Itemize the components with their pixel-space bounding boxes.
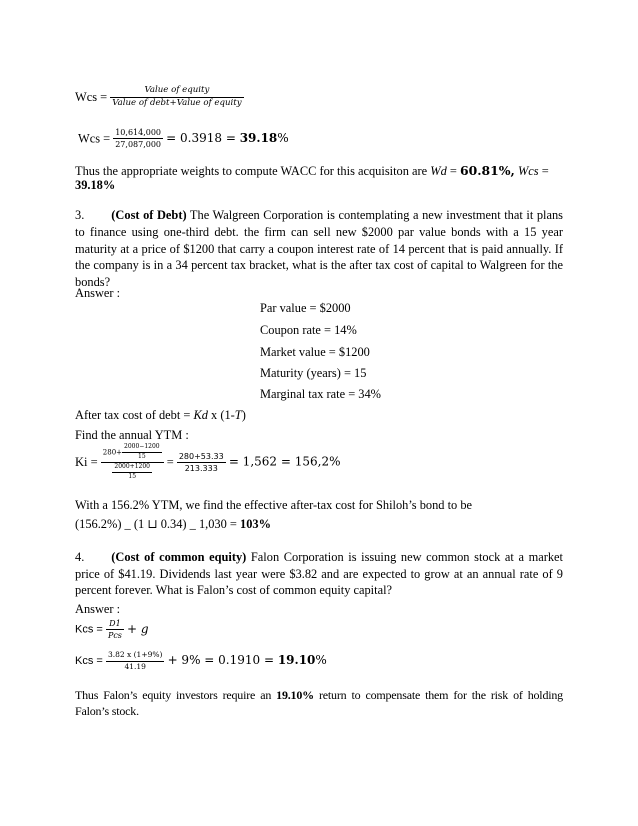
- ytm-statement: With a 156.2% YTM, we find the effective after-tax cost for Shiloh’s bond to be: [75, 498, 473, 512]
- kcs-calculation: Kcs = $\frac{3.82 x (1+9\%)}{41.19}$ + 9% = 0.1910 = 19.10%: [75, 650, 327, 671]
- given-coupon-rate: Coupon rate = 14%: [260, 323, 357, 337]
- after-tax-formula: After tax cost of debt = Kd x (1-T): [75, 408, 246, 422]
- ki-formula: Ki = 280+ $\frac{2000-1200}{15}$ $\frac{2000+1200}{15}$ = $\frac{280+53.33}{213.333}$ = 1,562 = 156,2%: [75, 443, 341, 480]
- falon-conclusion: Thus Falon’s equity investors require an 19.10% return to compensate them for the risk of holding Falon’s stock.: [75, 688, 563, 718]
- question-3: 3. (Cost of Debt) The Walgreen Corporation is contemplating a new investment that it plans to finance using one-third debt. the firm can sell new $2000 par value bonds with a 15 year maturity at a price of $1200 that carry a coupon interest rate of 14 percent that is paid annually. If the company is in a 34 percent tax bracket, what is the after tax cost of capital to Walgreen for the bonds?: [75, 208, 563, 290]
- q3-answer-label: Answer :: [75, 286, 121, 300]
- kcs-fraction: $\frac{D1}{\text{Pcs}}$: [107, 619, 122, 641]
- wcs-calc-fraction: $\frac{10,614,000}{27,087,000}$: [115, 128, 162, 150]
- after-tax-calculation: (156.2%) _ (1 ⊔ 0.34) _ 1,030 = 103%: [75, 517, 271, 531]
- kcs-formula: Kcs = $\frac{D1}{\text{Pcs}}$ + g: [75, 619, 149, 641]
- wcs-denominator: Value of debt+Value of equity: [112, 97, 242, 108]
- given-tax-rate: Marginal tax rate = 34%: [260, 387, 381, 401]
- wcs-formula: Wcs = $\frac{\text{Value of equity}}{\text{Value of debt+Value of equity}}$: [75, 85, 242, 108]
- given-market-value: Market value = $1200: [260, 345, 370, 359]
- kcs-calc-fraction: $\frac{3.82 x (1+9\%)}{41.19}$: [107, 650, 163, 671]
- weights-paragraph: Thus the appropriate weights to compute WACC for this acquisiton are Wd = 60.81%, Wcs = 39.18%: [75, 163, 549, 193]
- given-par-value: Par value = $2000: [260, 301, 351, 315]
- question-4: 4. (Cost of common equity) Falon Corporation is issuing new common stock at a market price of $41.19. Dividends last year were $3.82 and are expected to grow at an annual rate of 9 percent forever. What is Falon’s cost of common equity capital?: [75, 550, 563, 598]
- find-ytm-label: Find the annual YTM :: [75, 428, 189, 442]
- ki-fraction-2: $\frac{280+53.33}{213.333}$: [178, 451, 224, 473]
- q4-heading: (Cost of common equity): [111, 550, 247, 564]
- ki-fraction-1: 280+ $\frac{2000-1200}{15}$ $\frac{2000+1200}{15}$: [101, 444, 164, 481]
- wcs-numerator: Value of equity: [144, 85, 210, 95]
- q3-heading: (Cost of Debt): [111, 208, 187, 222]
- q4-answer-label: Answer :: [75, 602, 121, 616]
- wcs-calculation: Wcs = $\frac{10,614,000}{27,087,000}$ = 0.3918 = 39.18%: [78, 128, 289, 150]
- wcs-formula-fraction: [110, 86, 243, 109]
- given-maturity: Maturity (years) = 15: [260, 366, 367, 380]
